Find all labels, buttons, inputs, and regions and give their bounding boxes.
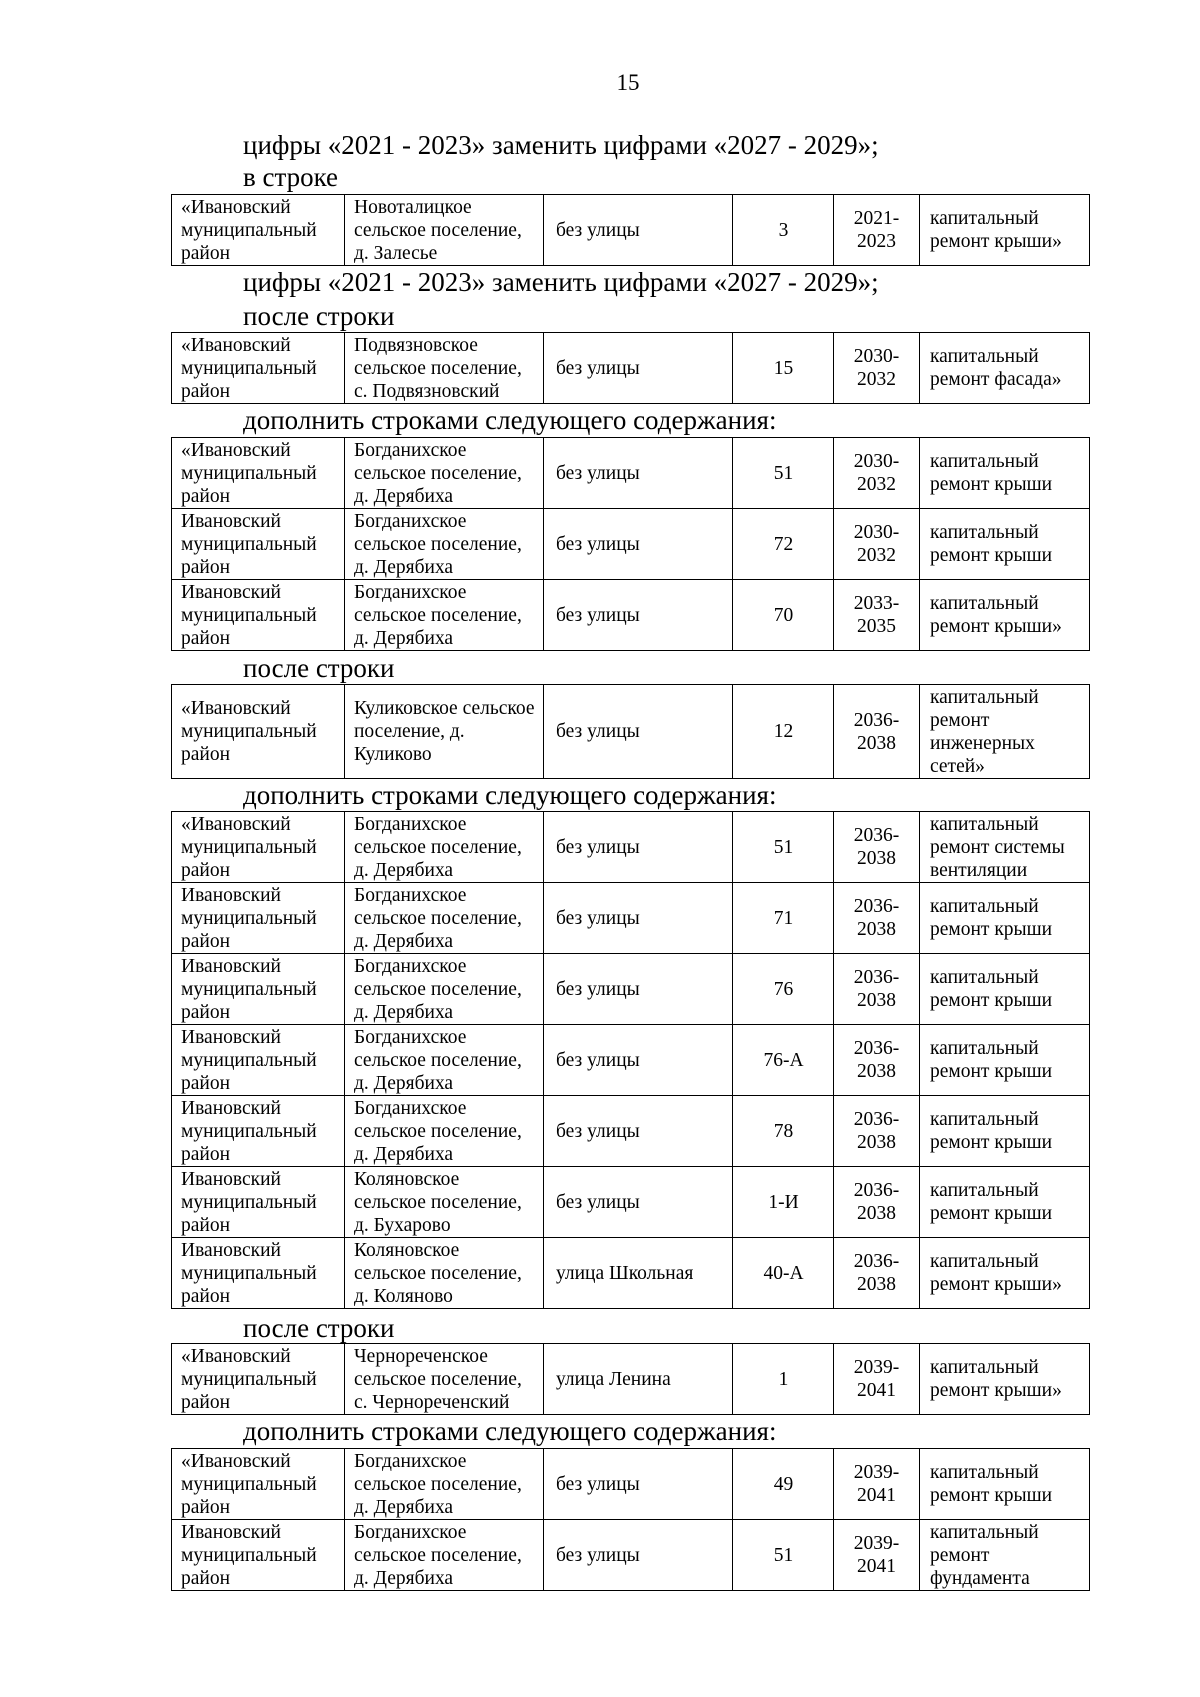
instruction-add-rows-1: дополнить строками следующего содержания: <box>243 405 777 435</box>
instruction-add-rows-2: дополнить строками следующего содержания: <box>243 780 777 810</box>
table-row <box>172 333 1090 404</box>
table-row <box>172 812 1090 883</box>
cell-house-number: 3 <box>733 195 834 266</box>
cell-years: 2036-2038 <box>834 685 920 779</box>
instruction-replace-years-1: цифры «2021 - 2023» заменить цифрами «2027 - 2029»; <box>243 130 879 160</box>
cell-years: 2036-2038 <box>834 1096 920 1167</box>
cell-work-type: капитальный ремонт крыши» <box>920 580 1090 651</box>
cell-house-number: 71 <box>733 883 834 954</box>
cell-work-type: капитальный ремонт крыши <box>920 509 1090 580</box>
cell-settlement: Богданихское сельское поселение, д. Дерябиха <box>345 883 544 954</box>
cell-years: 2036-2038 <box>834 1167 920 1238</box>
cell-work-type: капитальный ремонт крыши <box>920 438 1090 509</box>
cell-settlement: Богданихское сельское поселение, д. Дерябиха <box>345 580 544 651</box>
cell-street: без улицы <box>544 1449 733 1520</box>
table-row <box>172 685 1090 779</box>
instruction-after-row-3: после строки <box>243 1313 395 1343</box>
cell-work-type: капитальный ремонт фундамента <box>920 1520 1090 1591</box>
cell-district: Ивановский муниципальный район <box>172 509 345 580</box>
cell-settlement: Подвязновское сельское поселение, с. Подвязновский <box>345 333 544 404</box>
cell-district: «Ивановский муниципальный район <box>172 1449 345 1520</box>
cell-years: 2030-2032 <box>834 333 920 404</box>
table-2 <box>171 332 1090 404</box>
cell-work-type: капитальный ремонт крыши» <box>920 1238 1090 1309</box>
table-4 <box>171 684 1090 779</box>
cell-district: «Ивановский муниципальный район <box>172 812 345 883</box>
cell-district: «Ивановский муниципальный район <box>172 685 345 779</box>
cell-street: без улицы <box>544 195 733 266</box>
cell-settlement: Богданихское сельское поселение, д. Дерябиха <box>345 812 544 883</box>
cell-district: «Ивановский муниципальный район <box>172 1344 345 1415</box>
cell-district: «Ивановский муниципальный район <box>172 333 345 404</box>
cell-house-number: 76 <box>733 954 834 1025</box>
cell-house-number: 51 <box>733 1520 834 1591</box>
cell-settlement: Чернореченское сельское поселение, с. Чернореченский <box>345 1344 544 1415</box>
cell-work-type: капитальный ремонт крыши <box>920 1167 1090 1238</box>
cell-work-type: капитальный ремонт крыши <box>920 954 1090 1025</box>
cell-settlement: Богданихское сельское поселение, д. Дерябиха <box>345 954 544 1025</box>
cell-street: без улицы <box>544 438 733 509</box>
cell-house-number: 70 <box>733 580 834 651</box>
instruction-add-rows-3: дополнить строками следующего содержания: <box>243 1416 777 1446</box>
table-row <box>172 1167 1090 1238</box>
cell-house-number: 51 <box>733 438 834 509</box>
cell-work-type: капитальный ремонт крыши <box>920 1449 1090 1520</box>
cell-street: без улицы <box>544 812 733 883</box>
cell-house-number: 51 <box>733 812 834 883</box>
cell-street: без улицы <box>544 883 733 954</box>
cell-street: улица Ленина <box>544 1344 733 1415</box>
cell-house-number: 78 <box>733 1096 834 1167</box>
cell-house-number: 15 <box>733 333 834 404</box>
cell-settlement: Коляновское сельское поселение, д. Коляново <box>345 1238 544 1309</box>
cell-years: 2021-2023 <box>834 195 920 266</box>
cell-settlement: Богданихское сельское поселение, д. Дерябиха <box>345 1449 544 1520</box>
cell-years: 2033-2035 <box>834 580 920 651</box>
cell-district: Ивановский муниципальный район <box>172 1025 345 1096</box>
cell-years: 2036-2038 <box>834 1238 920 1309</box>
cell-street: без улицы <box>544 1025 733 1096</box>
table-7 <box>171 1448 1090 1591</box>
table-6 <box>171 1343 1090 1415</box>
cell-work-type: капитальный ремонт крыши» <box>920 1344 1090 1415</box>
cell-work-type: капитальный ремонт инженерных сетей» <box>920 685 1090 779</box>
cell-work-type: капитальный ремонт крыши <box>920 1096 1090 1167</box>
cell-district: «Ивановский муниципальный район <box>172 438 345 509</box>
cell-street: без улицы <box>544 954 733 1025</box>
cell-work-type: капитальный ремонт крыши <box>920 1025 1090 1096</box>
cell-house-number: 1-И <box>733 1167 834 1238</box>
cell-street: без улицы <box>544 1167 733 1238</box>
cell-years: 2039-2041 <box>834 1520 920 1591</box>
table-row <box>172 438 1090 509</box>
cell-settlement: Куликовское сельское поселение, д. Куликово <box>345 685 544 779</box>
cell-years: 2030-2032 <box>834 509 920 580</box>
cell-settlement: Богданихское сельское поселение, д. Дерябиха <box>345 1025 544 1096</box>
cell-house-number: 72 <box>733 509 834 580</box>
cell-street: без улицы <box>544 685 733 779</box>
page-number: 15 <box>616 70 640 95</box>
cell-district: Ивановский муниципальный район <box>172 1167 345 1238</box>
instruction-replace-years-2: цифры «2021 - 2023» заменить цифрами «2027 - 2029»; <box>243 267 879 297</box>
cell-house-number: 1 <box>733 1344 834 1415</box>
cell-settlement: Богданихское сельское поселение, д. Дерябиха <box>345 438 544 509</box>
cell-district: Ивановский муниципальный район <box>172 1238 345 1309</box>
table-row <box>172 509 1090 580</box>
table-row <box>172 1344 1090 1415</box>
cell-settlement: Богданихское сельское поселение, д. Дерябиха <box>345 1520 544 1591</box>
instruction-after-row-1: после строки <box>243 301 395 331</box>
instruction-in-row: в строке <box>243 162 339 192</box>
cell-house-number: 40-А <box>733 1238 834 1309</box>
table-row <box>172 1520 1090 1591</box>
cell-district: «Ивановский муниципальный район <box>172 195 345 266</box>
cell-settlement: Новоталицкое сельское поселение, д. Залесье <box>345 195 544 266</box>
cell-street: без улицы <box>544 333 733 404</box>
table-row <box>172 1449 1090 1520</box>
cell-street: улица Школьная <box>544 1238 733 1309</box>
cell-work-type: капитальный ремонт системы вентиляции <box>920 812 1090 883</box>
cell-house-number: 49 <box>733 1449 834 1520</box>
cell-street: без улицы <box>544 580 733 651</box>
table-row <box>172 1238 1090 1309</box>
cell-district: Ивановский муниципальный район <box>172 580 345 651</box>
table-3 <box>171 437 1090 651</box>
cell-house-number: 12 <box>733 685 834 779</box>
table-row <box>172 1096 1090 1167</box>
cell-years: 2039-2041 <box>834 1344 920 1415</box>
cell-years: 2036-2038 <box>834 883 920 954</box>
cell-district: Ивановский муниципальный район <box>172 883 345 954</box>
table-row <box>172 954 1090 1025</box>
instruction-after-row-2: после строки <box>243 653 395 683</box>
cell-settlement: Богданихское сельское поселение, д. Дерябиха <box>345 509 544 580</box>
cell-settlement: Коляновское сельское поселение, д. Бухарово <box>345 1167 544 1238</box>
table-row <box>172 195 1090 266</box>
cell-district: Ивановский муниципальный район <box>172 954 345 1025</box>
cell-years: 2039-2041 <box>834 1449 920 1520</box>
cell-street: без улицы <box>544 1096 733 1167</box>
cell-work-type: капитальный ремонт крыши» <box>920 195 1090 266</box>
cell-district: Ивановский муниципальный район <box>172 1520 345 1591</box>
cell-work-type: капитальный ремонт крыши <box>920 883 1090 954</box>
cell-street: без улицы <box>544 509 733 580</box>
cell-district: Ивановский муниципальный район <box>172 1096 345 1167</box>
cell-street: без улицы <box>544 1520 733 1591</box>
cell-years: 2030-2032 <box>834 438 920 509</box>
cell-settlement: Богданихское сельское поселение, д. Дерябиха <box>345 1096 544 1167</box>
table-1 <box>171 194 1090 266</box>
table-row <box>172 580 1090 651</box>
cell-house-number: 76-А <box>733 1025 834 1096</box>
table-row <box>172 883 1090 954</box>
cell-years: 2036-2038 <box>834 812 920 883</box>
cell-years: 2036-2038 <box>834 954 920 1025</box>
table-row <box>172 1025 1090 1096</box>
cell-work-type: капитальный ремонт фасада» <box>920 333 1090 404</box>
cell-years: 2036-2038 <box>834 1025 920 1096</box>
table-5 <box>171 811 1090 1309</box>
